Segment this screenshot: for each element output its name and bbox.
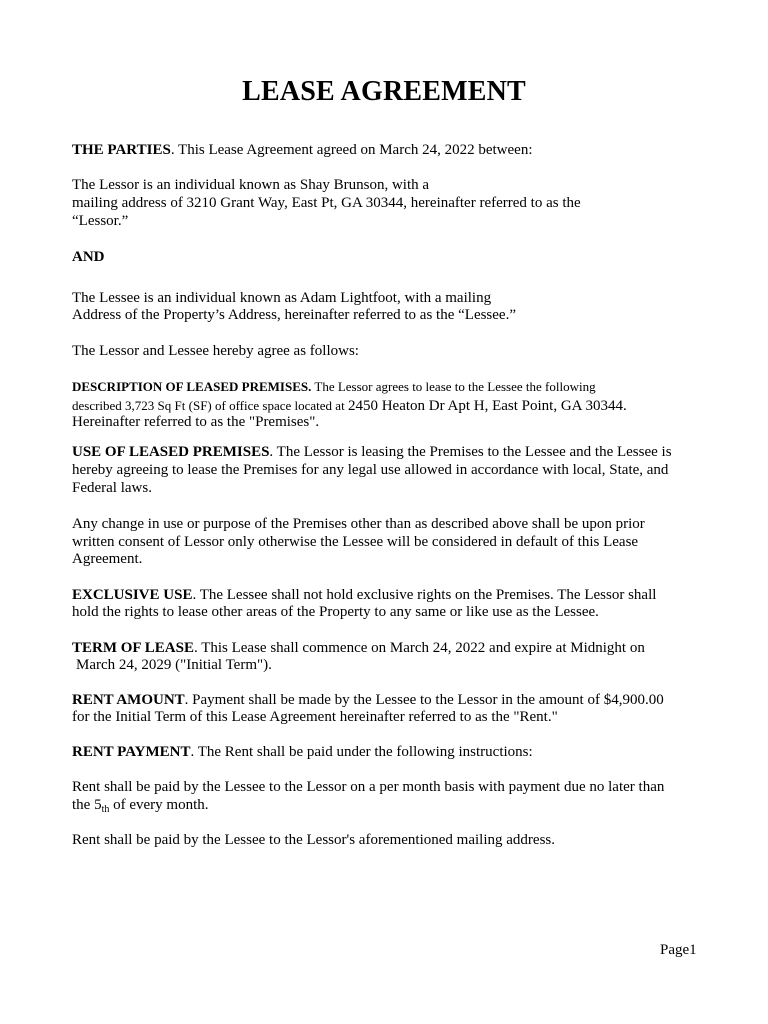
lessee-line-1: The Lessee is an individual known as Adam Lightfoot, with a mailing xyxy=(72,290,492,306)
description-address: 2450 Heaton Dr Apt H, East Point, GA 30344. xyxy=(347,398,627,414)
lessor-line-1: The Lessor is an individual known as Shay Brunson, with a xyxy=(72,177,430,193)
rent-basis-line-2: the $5_{th}$ of every month. xyxy=(72,797,209,815)
term-line-2: March 24, 2029 ("Initial Term"). xyxy=(76,657,272,673)
lessee-line-2: Address of the Property’s Address, hereinafter referred to as the “Lessee.” xyxy=(72,307,516,323)
description-line-2 xyxy=(72,397,627,415)
rent-payment-line: RENT PAYMENT. The Rent shall be paid under the following instructions: xyxy=(72,744,533,760)
exclusive-line-1: EXCLUSIVE USE. The Lessee shall not hold exclusive rights on the Premises. The Lessor shall xyxy=(72,587,657,603)
parties-text: . This Lease Agreement agreed on March 24, 2022 between: xyxy=(170,142,533,158)
change-line-1: Any change in use or purpose of the Premises other than as described above shall be upon prior xyxy=(72,516,645,532)
parties-paragraph xyxy=(72,142,533,159)
ordinal-suffix: th xyxy=(101,804,110,815)
rent-payment-heading: RENT PAYMENT xyxy=(72,744,191,760)
change-line-2: written consent of Lessor only otherwise the Lessee will be considered in default of this Lease xyxy=(72,534,639,550)
description-heading: DESCRIPTION OF LEASED PREMISES. xyxy=(72,379,312,394)
description-line-1 xyxy=(72,378,596,396)
rent-basis-line-1: Rent shall be paid by the Lessee to the Lessor on a per month basis with payment due no later than xyxy=(72,779,665,795)
rent-amount-line-1: RENT AMOUNT. Payment shall be made by the Lessee to the Lessor in the amount of $4,900.00 xyxy=(72,692,664,708)
and-label: AND xyxy=(72,249,105,265)
description-text-1: The Lessor agrees to lease to the Lessee the following xyxy=(311,379,596,394)
use-line-2: hereby agreeing to lease the Premises for any legal use allowed in accordance with local, State, and xyxy=(72,462,669,478)
rent-address-line: Rent shall be paid by the Lessee to the Lessor's aforementioned mailing address. xyxy=(72,832,555,848)
term-line-1: TERM OF LEASE. This Lease shall commence on March 24, 2022 and expire at Midnight on xyxy=(72,640,645,656)
description-text-2a: described 3,723 Sq Ft (SF) of office space located at xyxy=(72,398,348,413)
agree-line: The Lessor and Lessee hereby agree as follows: xyxy=(72,343,359,359)
lessor-line-2: mailing address of 3210 Grant Way, East Pt, GA 30344, hereinafter referred to as the xyxy=(72,195,581,211)
term-heading: TERM OF LEASE xyxy=(72,640,194,656)
use-line-1: USE OF LEASED PREMISES. The Lessor is leasing the Premises to the Lessee and the Lessee is xyxy=(72,444,672,460)
use-heading: USE OF LEASED PREMISES xyxy=(72,444,270,460)
exclusive-line-2: hold the rights to lease other areas of the Property to any same or like use as the Lessee. xyxy=(72,604,599,620)
document-title: LEASE AGREEMENT xyxy=(242,76,526,107)
use-line-3: Federal laws. xyxy=(72,480,152,496)
description-line-3: Hereinafter referred to as the "Premises". xyxy=(72,414,320,430)
exclusive-heading: EXCLUSIVE USE xyxy=(72,587,193,603)
rent-amount-heading: RENT AMOUNT xyxy=(72,692,185,708)
parties-heading: THE PARTIES xyxy=(72,142,171,158)
change-line-3: Agreement. xyxy=(72,551,143,567)
page-number: Page1 xyxy=(660,942,697,958)
rent-amount-line-2: for the Initial Term of this Lease Agreement hereinafter referred to as the "Rent." xyxy=(72,709,558,725)
lessor-line-3: “Lessor.” xyxy=(72,213,129,229)
